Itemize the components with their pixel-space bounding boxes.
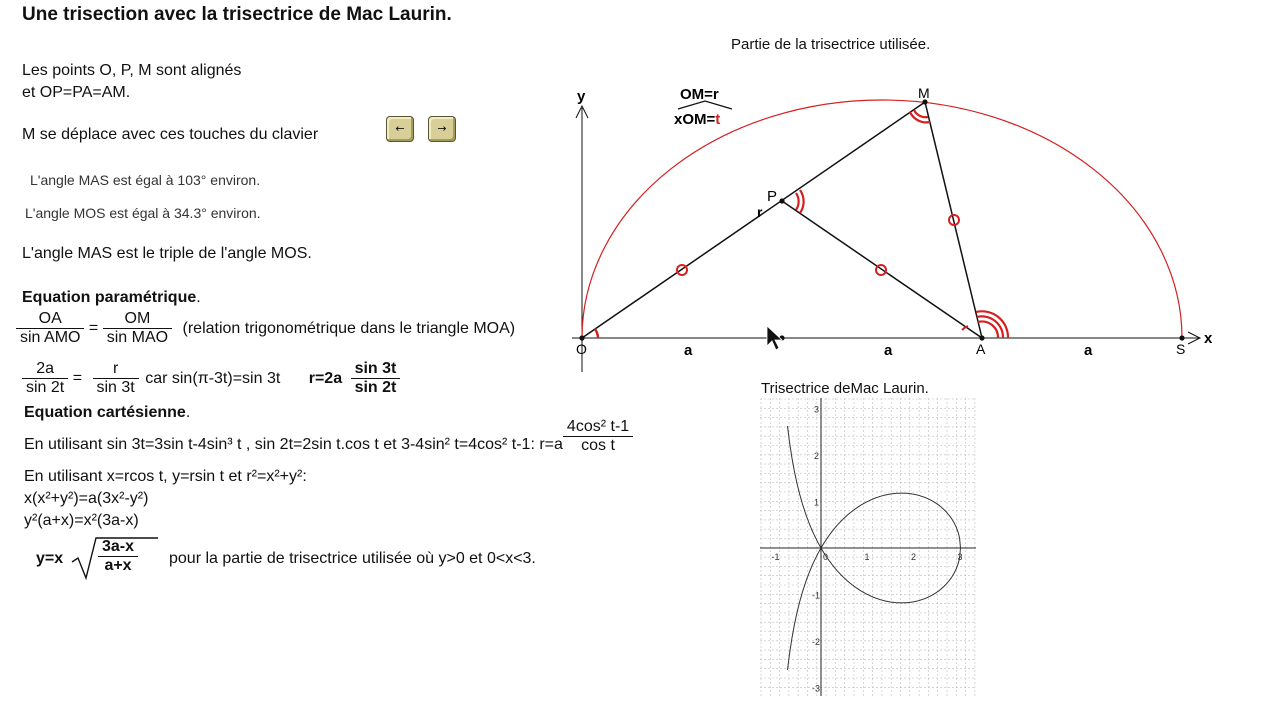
graph-origin-label: 0 [823,552,829,562]
graph-grid [760,398,976,696]
fraction-sqrt-den: a+x [104,557,132,574]
relation-note: (relation trigonométrique dans le triangle MOA) [182,319,516,337]
sqrt-fraction [98,538,138,575]
graph-y-tick: 1 [814,497,820,508]
trisectrix-curve [582,100,1182,338]
fraction-om-num: OM [103,310,172,329]
fraction-r-den: sin 3t [96,379,135,396]
fraction-r-num: r [93,360,139,379]
point-s [1179,335,1184,340]
segment-label-a-2: a [884,342,893,359]
intro-line-1: Les points O, P, M sont alignés [22,62,242,79]
fraction-cost-den: cos t [581,437,615,454]
intro-line-2: et OP=PA=AM. [22,84,131,101]
x-axis-label: x [1204,330,1213,347]
cart-heading-dot: . [185,404,191,421]
fraction-oa-num: OA [16,310,84,329]
equals-sign: = [88,319,99,337]
move-instruction: M se déplace avec ces touches du clavier [22,126,319,143]
page-title: Une trisection avec la trisectrice de Mac Laurin. [22,4,452,25]
label-m: M [918,85,930,101]
label-s: S [1176,341,1186,357]
xom-equals-t [674,111,720,128]
graph-y-tick: -2 [812,637,821,647]
graph-y-tick: 3 [814,404,820,415]
angle-triple-statement: L'angle MAS est le triple de l'angle MOS. [22,245,312,262]
om-equals-r: OM=r [680,86,719,103]
equal-mark-pa [876,265,886,275]
fraction-sqrt-num: 3a-x [98,538,138,557]
graph-x-tick: 2 [911,552,917,562]
cart-heading-text: Equation cartésienne [24,404,186,421]
fraction-om-den: sin MAO [106,329,169,346]
fraction-4cos-num: 4cos² t-1 [563,418,633,437]
param-heading-dot: . [196,289,201,306]
y-axis-label: y [577,88,586,105]
angle-mos-value: L'angle MOS est égal à 34.3° environ. [25,205,261,221]
fraction-4cos [563,418,633,455]
fraction-oa-den: sin AMO [20,329,81,346]
cart-line-1-text: En utilisant sin 3t=3sin t-4sin³ t , sin 2t=2sin t.cos t et 3-4sin² t=4cos² t-1: r=a [24,435,563,453]
domain-condition: pour la partie de trisectrice utilisée où y>0 et 0<x<3. [169,550,536,567]
cart-line-4: y²(a+x)=x²(3a-x) [24,512,139,529]
car-note: car sin(π-3t)=sin 3t [145,369,281,387]
right-arrow-key-button[interactable]: → [428,116,456,142]
segment-pa [782,201,982,338]
graph-y-tick: -3 [812,683,821,694]
cart-line-3: x(x²+y²)=a(3x²-y²) [24,490,149,507]
segment-om [582,102,925,338]
graph-x-tick: -1 [771,552,780,562]
cart-line-2: En utilisant x=rcos t, y=rsin t et r²=x²+y²: [24,468,307,485]
fraction-sin2t-den: sin 2t [354,379,397,396]
label-o: O [576,341,587,357]
point-o [579,335,584,340]
fraction-sin3t-num: sin 3t [351,360,401,379]
label-r: r [757,204,763,220]
graph-y-tick: 2 [814,451,820,461]
graph-x-tick: 1 [864,552,870,562]
angle-arc-p-inner [796,193,799,210]
fraction-2a-num: 2a [22,360,68,379]
t-symbol: t [715,111,721,128]
angle-arc-m-inner [914,110,928,117]
graph-title: Trisectrice deMac Laurin. [761,380,929,397]
mouse-cursor [767,326,782,350]
xom-equals: xOM= [674,111,716,128]
trisectrix-graph [760,398,980,698]
segment-am [925,102,982,338]
left-arrow-key-button[interactable]: ← [386,116,414,142]
r-equals-2a: r=2a [308,369,343,387]
angle-arc-p-outer [800,190,804,213]
param-heading-text: Equation paramétrique [22,289,197,306]
y-equals-x: y=x [36,550,64,567]
label-a: A [976,341,986,357]
fraction-2a-den: sin 2t [26,379,65,396]
cart-line-1 [24,418,633,455]
angle-mas-value: L'angle MAS est égal à 103° environ. [30,172,261,188]
label-p: P [767,188,778,205]
graph-y-tick: -1 [812,590,821,601]
point-p [779,198,784,203]
segment-label-a-1: a [684,342,693,359]
angle-arc-o [595,329,598,338]
equals-sign-2: = [72,369,83,387]
figure-caption: Partie de la trisectrice utilisée. [731,36,931,53]
segment-label-a-3: a [1084,342,1093,359]
fraction-sqrt [98,538,138,575]
point-a [979,335,984,340]
graph-x-tick: 3 [957,552,963,562]
